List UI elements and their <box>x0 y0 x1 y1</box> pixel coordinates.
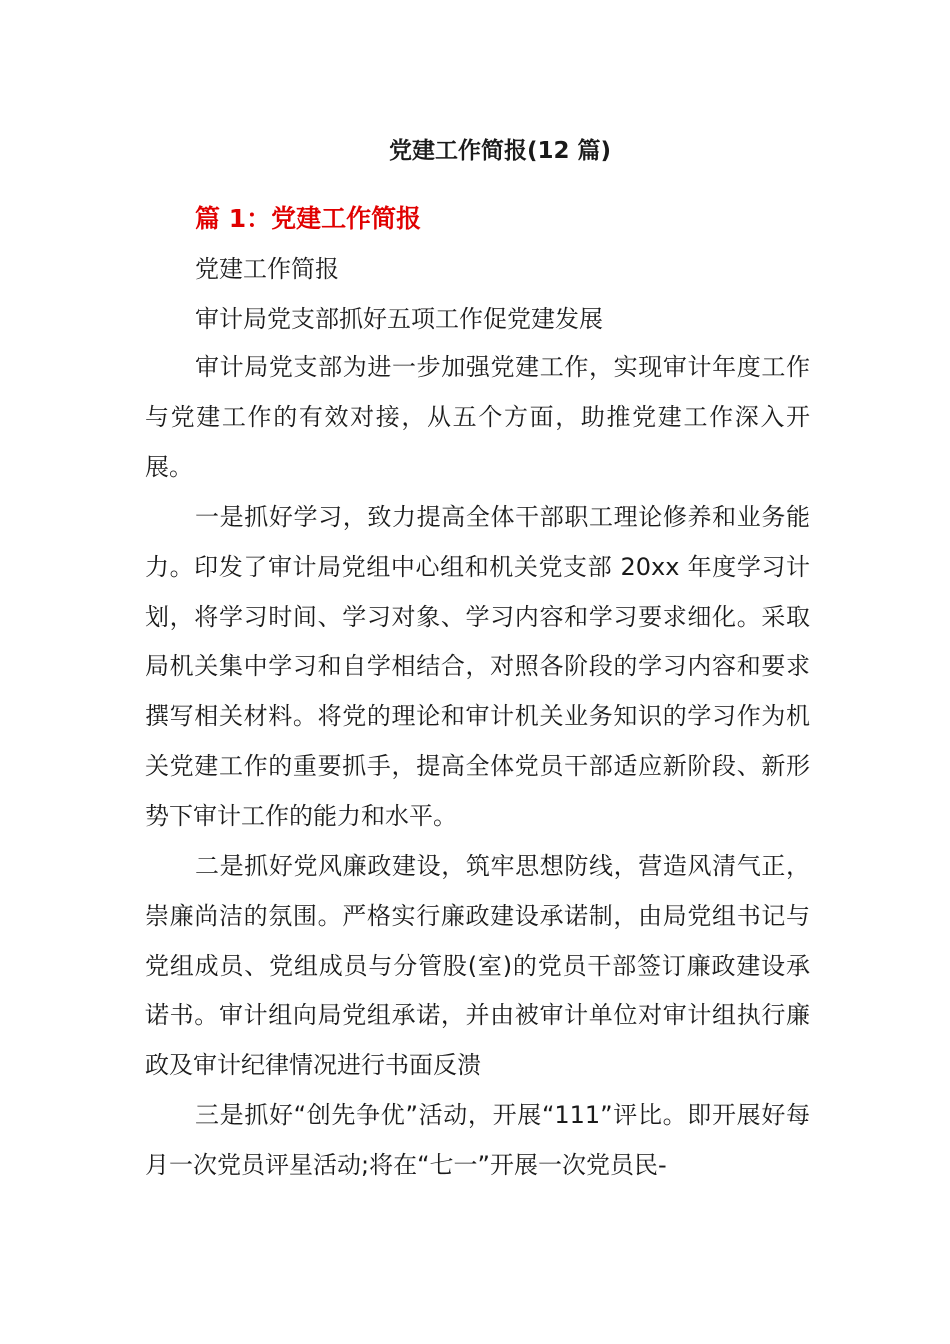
article-headline: 审计局党支部抓好五项工作促党建发展 <box>195 305 603 333</box>
section-heading: 篇 1：党建工作简报 <box>195 204 422 233</box>
paragraph-intro: 审计局党支部为进一步加强党建工作，实现审计年度工作与党建工作的有效对接，从五个方面，助推党建工作深入开展。 <box>145 353 810 481</box>
subtitle-line: 党建工作简报 <box>195 255 339 283</box>
paragraph-excellence: 三是抓好“创先争优”活动，开展“111”评比。即开展好每月一次党员评星活动;将在“七一”开展一次党员民- <box>145 1101 810 1179</box>
document-title: 党建工作简报(12 篇) <box>388 138 612 164</box>
paragraph-integrity: 二是抓好党风廉政建设，筑牢思想防线，营造风清气正，崇廉尚洁的氛围。严格实行廉政建设承诺制，由局党组书记与党组成员、党组成员与分管股(室)的党员干部签订廉政建设承诺书。审计组向局党组承诺，并由被审计单位对审计组执行廉政及审计纪律情况进行书面反溃 <box>145 852 810 1080</box>
paragraph-study: 一是抓好学习，致力提高全体干部职工理论修养和业务能力。印发了审计局党组中心组和机关党支部 20xx 年度学习计划，将学习时间、学习对象、学习内容和学习要求细化。采取局机关集中学习和自学相结合，对照各阶段的学习内容和要求撰写相关材料。将党的理论和审计机关业务知识的学习作为机关党建工作的重要抓手，提高全体党员干部适应新阶段、新形势下审计工作的能力和水平。 <box>145 503 810 830</box>
